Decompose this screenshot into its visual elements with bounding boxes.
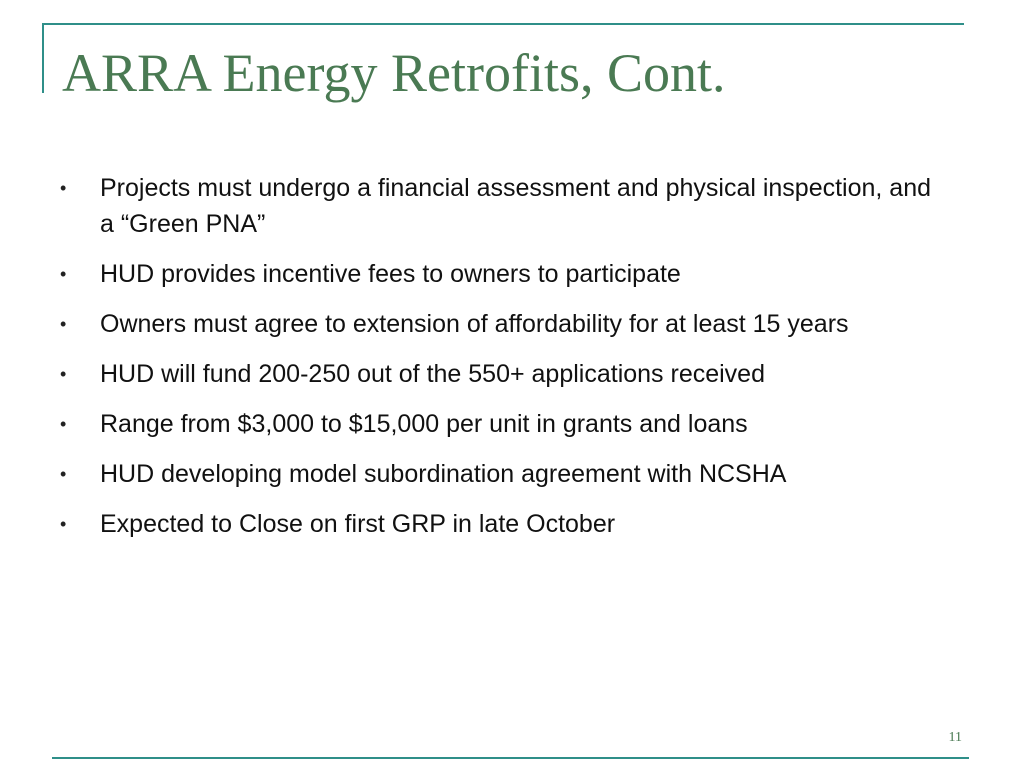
bullet-dot-icon: • — [60, 178, 67, 198]
bullet-dot-icon: • — [60, 314, 67, 334]
bullet-item — [56, 306, 936, 342]
bullet-text: HUD developing model subordination agreement with NCSHA — [100, 460, 787, 488]
slide-title: ARRA Energy Retrofits, Cont. — [62, 43, 726, 103]
bullet-dot-icon: • — [60, 464, 67, 484]
bullet-item — [56, 506, 936, 542]
bullet-text: Owners must agree to extension of affordability for at least 15 years — [100, 310, 849, 338]
bullet-item — [56, 356, 936, 392]
bullet-dot-icon: • — [60, 364, 67, 384]
bullet-text: HUD provides incentive fees to owners to participate — [100, 260, 681, 288]
bullet-item — [56, 170, 936, 242]
bullet-text: HUD will fund 200-250 out of the 550+ applications received — [100, 360, 765, 388]
bullet-text: Projects must undergo a financial assessment and physical inspection, and a “Green PNA” — [100, 174, 932, 238]
left-border-line — [42, 23, 44, 93]
bullet-dot-icon: • — [60, 414, 67, 434]
bullet-item — [56, 406, 936, 442]
bullet-text: Range from $3,000 to $15,000 per unit in grants and loans — [100, 410, 748, 438]
bottom-border-line — [52, 757, 969, 759]
bullet-item — [56, 256, 936, 292]
top-border-line — [42, 23, 964, 25]
bullet-text: Expected to Close on first GRP in late October — [100, 510, 616, 538]
bullet-item — [56, 456, 936, 492]
page-number: 11 — [948, 730, 962, 745]
bullet-list — [56, 170, 936, 556]
bullet-dot-icon: • — [60, 514, 67, 534]
bullet-dot-icon: • — [60, 264, 67, 284]
